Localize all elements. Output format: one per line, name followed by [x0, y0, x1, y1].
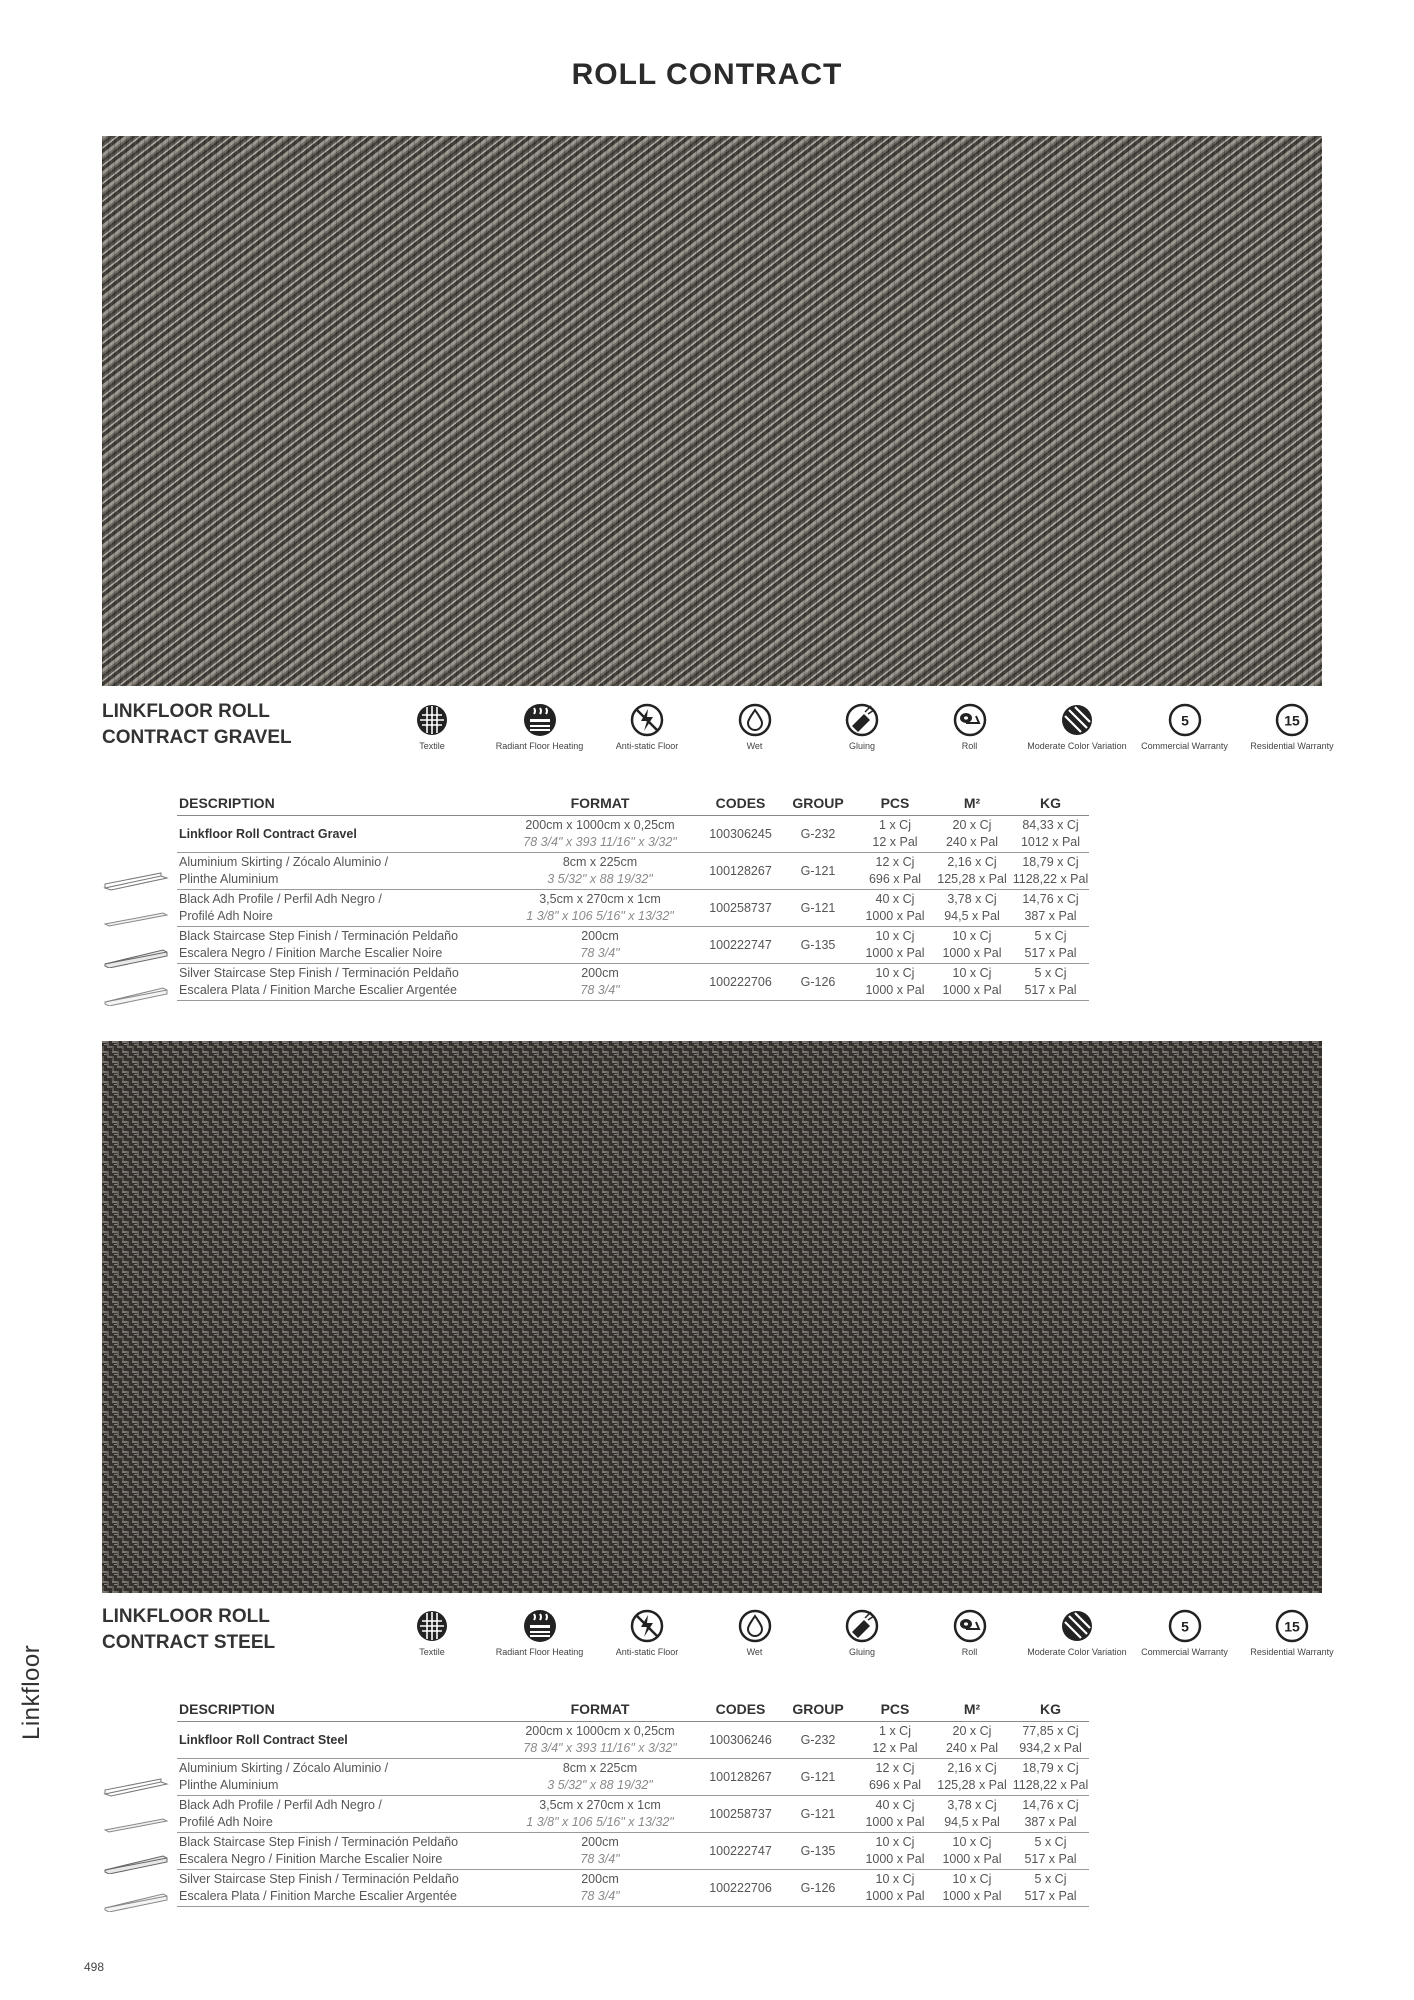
svg-text:15: 15: [1284, 1618, 1300, 1635]
cell-pcs: [858, 1722, 932, 1759]
anti-static-icon: [629, 1608, 665, 1644]
description-line1: Aluminium Skirting / Zócalo Aluminio /: [179, 1761, 389, 1775]
cell-kg-line1: 77,85 x Cj: [1022, 1724, 1079, 1738]
feature-textile: [377, 1608, 487, 1657]
feature-label: Moderate Color Variation: [1027, 741, 1127, 751]
cell-pcs-line1: 12 x Cj: [875, 855, 915, 869]
format-metric: 200cm x 1000cm x 0,25cm: [525, 1724, 675, 1738]
cell-m2: [932, 1833, 1012, 1870]
feature-icons-steel: [400, 1608, 1334, 1688]
table-row: [177, 1796, 1089, 1833]
cell-code: 100222706: [703, 1870, 778, 1907]
cell-description: [177, 1833, 497, 1870]
description-line1: Aluminium Skirting / Zócalo Aluminio /: [179, 855, 389, 869]
cell-m2-line2: 125,28 x Pal: [937, 872, 1007, 886]
cell-m2-line2: 1000 x Pal: [942, 1852, 1002, 1866]
black-staircase-step-icon: [103, 1852, 169, 1874]
description-line1: Black Adh Profile / Perfil Adh Negro /: [179, 1798, 382, 1812]
brand-name: Linkfloor: [18, 1644, 45, 1740]
format-imperial: 1 3/8" x 106 5/16" x 13/32": [526, 909, 674, 923]
description-line2: Plinthe Aluminium: [179, 872, 279, 886]
feature-textile: [377, 702, 487, 751]
description-line2: Profilé Adh Noire: [179, 1815, 273, 1829]
feature-label: Roll: [961, 1647, 978, 1657]
description-line2: Escalera Negro / Finition Marche Escalier Noire: [179, 946, 443, 960]
cell-group: G-232: [778, 1722, 858, 1759]
description-line1: Silver Staircase Step Finish / Terminación Peldaño: [179, 1872, 459, 1886]
feature-anti-static: [592, 702, 702, 751]
cell-pcs-line2: 1000 x Pal: [865, 1815, 925, 1829]
cell-pcs-line1: 1 x Cj: [879, 818, 911, 832]
cell-kg-line1: 14,76 x Cj: [1022, 892, 1079, 906]
table-row: [177, 853, 1089, 890]
feature-icons-gravel: [400, 702, 1334, 782]
product-name-line1: LINKFLOOR ROLL: [102, 1606, 270, 1627]
cell-m2-line2: 125,28 x Pal: [937, 1778, 1007, 1792]
cell-m2-line2: 94,5 x Pal: [944, 1815, 1000, 1829]
cell-kg: [1012, 1870, 1089, 1907]
table-row: [177, 927, 1089, 964]
cell-pcs: [858, 1759, 932, 1796]
format-metric: 200cm: [581, 929, 619, 943]
residential-warranty-icon: [1274, 702, 1310, 738]
cell-m2: [932, 1870, 1012, 1907]
cell-pcs-line2: 1000 x Pal: [865, 909, 925, 923]
header-codes: CODES: [703, 1699, 778, 1722]
cell-pcs-line2: 1000 x Pal: [865, 946, 925, 960]
feature-label: Wet: [746, 741, 763, 751]
cell-kg-line2: 387 x Pal: [1024, 1815, 1077, 1829]
cell-description: [177, 1796, 497, 1833]
feature-label: Textile: [419, 741, 445, 751]
anti-static-icon: [629, 702, 665, 738]
gravel-texture-swatch: [102, 136, 1322, 686]
roll-icon: [952, 702, 988, 738]
cell-group: G-121: [778, 1796, 858, 1833]
cell-pcs-line2: 1000 x Pal: [865, 1889, 925, 1903]
product-name-line1: LINKFLOOR ROLL: [102, 701, 270, 722]
table-row: [177, 1833, 1089, 1870]
header-pcs: PCS: [858, 793, 932, 816]
cell-format: [497, 1759, 703, 1796]
header-description: DESCRIPTION: [177, 1699, 497, 1722]
format-imperial: 78 3/4" x 393 11/16" x 3/32": [523, 835, 677, 849]
cell-pcs-line1: 10 x Cj: [875, 929, 915, 943]
cell-m2-line1: 2,16 x Cj: [947, 855, 997, 869]
cell-kg-line2: 517 x Pal: [1024, 946, 1077, 960]
cell-m2: [932, 964, 1012, 1001]
product-name-line2: CONTRACT GRAVEL: [102, 727, 292, 748]
cell-pcs: [858, 927, 932, 964]
radiant-floor-heating-icon: [522, 702, 558, 738]
table-row: [177, 890, 1089, 927]
cell-format: [497, 927, 703, 964]
feature-label: Gluing: [848, 741, 875, 751]
cell-description: [177, 853, 497, 890]
cell-code: 100222747: [703, 927, 778, 964]
table-row: [177, 816, 1089, 853]
cell-kg-line2: 1012 x Pal: [1020, 835, 1081, 849]
table-row: [177, 1870, 1089, 1907]
feature-residential-warranty: [1237, 702, 1347, 751]
steel-texture-swatch: [102, 1041, 1322, 1593]
black-staircase-step-icon: [103, 946, 169, 968]
cell-code: 100222706: [703, 964, 778, 1001]
cell-code: 100306245: [703, 816, 778, 853]
feature-color-variation: [1022, 702, 1132, 751]
cell-description: [177, 927, 497, 964]
cell-m2-line2: 94,5 x Pal: [944, 909, 1000, 923]
cell-kg-line2: 1128,22 x Pal: [1012, 872, 1089, 886]
cell-m2: [932, 1759, 1012, 1796]
table-row: [177, 964, 1089, 1001]
cell-group: G-232: [778, 816, 858, 853]
cell-code: 100128267: [703, 1759, 778, 1796]
description-line1: Silver Staircase Step Finish / Terminación Peldaño: [179, 966, 459, 980]
feature-label: Moderate Color Variation: [1027, 1647, 1127, 1657]
feature-wet: [700, 1608, 810, 1657]
cell-m2-line1: 10 x Cj: [952, 1835, 992, 1849]
format-metric: 3,5cm x 270cm x 1cm: [539, 892, 661, 906]
format-metric: 8cm x 225cm: [562, 1761, 638, 1775]
aluminium-skirting-icon: [103, 1776, 169, 1798]
residential-warranty-icon: [1274, 1608, 1310, 1644]
cell-group: G-126: [778, 1870, 858, 1907]
cell-format: [497, 1796, 703, 1833]
gluing-icon: [844, 1608, 880, 1644]
format-metric: 3,5cm x 270cm x 1cm: [539, 1798, 661, 1812]
cell-pcs-line2: 696 x Pal: [868, 1778, 922, 1792]
header-kg: KG: [1012, 1699, 1089, 1722]
cell-format: [497, 1870, 703, 1907]
cell-m2: [932, 1722, 1012, 1759]
description-line1: Black Adh Profile / Perfil Adh Negro /: [179, 892, 382, 906]
feature-label: Gluing: [848, 1647, 875, 1657]
cell-m2-line1: 10 x Cj: [952, 1872, 992, 1886]
cell-kg: [1012, 1833, 1089, 1870]
feature-label: Roll: [961, 741, 978, 751]
cell-group: G-135: [778, 1833, 858, 1870]
radiant-floor-heating-icon: [522, 1608, 558, 1644]
cell-m2: [932, 1796, 1012, 1833]
spec-table-steel: [177, 1699, 1089, 1907]
cell-description: [177, 964, 497, 1001]
cell-pcs-line2: 12 x Pal: [872, 835, 918, 849]
feature-label: Commercial Warranty: [1141, 741, 1228, 751]
description-line1: Black Staircase Step Finish / Terminación Peldaño: [179, 1835, 459, 1849]
header-group: GROUP: [778, 1699, 858, 1722]
format-imperial: 3 5/32" x 88 19/32": [547, 1778, 653, 1792]
cell-kg-line2: 1128,22 x Pal: [1012, 1778, 1089, 1792]
cell-kg-line2: 517 x Pal: [1024, 983, 1077, 997]
feature-label: Residential Warranty: [1250, 1647, 1334, 1657]
feature-color-variation: [1022, 1608, 1132, 1657]
cell-kg-line1: 18,79 x Cj: [1022, 1761, 1079, 1775]
cell-m2-line1: 20 x Cj: [952, 818, 992, 832]
header-m2: M²: [932, 1699, 1012, 1722]
cell-kg-line1: 14,76 x Cj: [1022, 1798, 1079, 1812]
cell-kg: [1012, 1796, 1089, 1833]
cell-pcs: [858, 853, 932, 890]
header-format: FORMAT: [497, 1699, 703, 1722]
format-imperial: 1 3/8" x 106 5/16" x 13/32": [526, 1815, 674, 1829]
format-metric: 200cm: [581, 966, 619, 980]
feature-label: Wet: [746, 1647, 763, 1657]
cell-pcs-line2: 696 x Pal: [868, 872, 922, 886]
cell-m2-line2: 1000 x Pal: [942, 946, 1002, 960]
cell-m2-line1: 10 x Cj: [952, 929, 992, 943]
commercial-warranty-icon: [1167, 1608, 1203, 1644]
header-m2: M²: [932, 793, 1012, 816]
table-row: [177, 1759, 1089, 1796]
cell-kg: [1012, 1759, 1089, 1796]
cell-kg: [1012, 964, 1089, 1001]
wet-icon: [737, 702, 773, 738]
svg-text:15: 15: [1284, 712, 1300, 729]
gluing-icon: [844, 702, 880, 738]
table-row: [177, 1722, 1089, 1759]
cell-pcs-line1: 12 x Cj: [875, 1761, 915, 1775]
cell-m2-line1: 2,16 x Cj: [947, 1761, 997, 1775]
cell-kg-line1: 5 x Cj: [1034, 966, 1067, 980]
svg-text:5: 5: [1180, 1618, 1189, 1635]
cell-pcs-line2: 12 x Pal: [872, 1741, 918, 1755]
header-codes: CODES: [703, 793, 778, 816]
format-imperial: 78 3/4": [580, 946, 620, 960]
cell-pcs: [858, 890, 932, 927]
cell-code: 100128267: [703, 853, 778, 890]
wet-icon: [737, 1608, 773, 1644]
description-text: Linkfloor Roll Contract Gravel: [179, 826, 357, 841]
feature-commercial-warranty: [1130, 1608, 1240, 1657]
cell-m2-line2: 240 x Pal: [945, 1741, 999, 1755]
cell-kg-line1: 18,79 x Cj: [1022, 855, 1079, 869]
cell-kg: [1012, 1722, 1089, 1759]
cell-code: 100306246: [703, 1722, 778, 1759]
cell-pcs: [858, 1870, 932, 1907]
cell-kg: [1012, 816, 1089, 853]
cell-group: G-135: [778, 927, 858, 964]
format-metric: 200cm: [581, 1835, 619, 1849]
cell-pcs-line2: 1000 x Pal: [865, 983, 925, 997]
cell-m2-line1: 10 x Cj: [952, 966, 992, 980]
silver-staircase-step-icon: [103, 984, 169, 1006]
commercial-warranty-icon: [1167, 702, 1203, 738]
feature-label: Textile: [419, 1647, 445, 1657]
description-text: Linkfloor Roll Contract Steel: [179, 1732, 348, 1747]
cell-kg-line1: 5 x Cj: [1034, 1872, 1067, 1886]
cell-kg-line2: 934,2 x Pal: [1019, 1741, 1082, 1755]
cell-kg-line1: 84,33 x Cj: [1022, 818, 1079, 832]
feature-commercial-warranty: [1130, 702, 1240, 751]
cell-m2: [932, 816, 1012, 853]
header-kg: KG: [1012, 793, 1089, 816]
cell-code: 100258737: [703, 890, 778, 927]
cell-pcs-line1: 40 x Cj: [875, 1798, 915, 1812]
cell-m2-line1: 20 x Cj: [952, 1724, 992, 1738]
cell-code: 100222747: [703, 1833, 778, 1870]
cell-pcs-line1: 1 x Cj: [879, 1724, 911, 1738]
cell-kg-line2: 517 x Pal: [1024, 1889, 1077, 1903]
black-adh-profile-icon: [103, 908, 169, 930]
cell-m2: [932, 927, 1012, 964]
silver-staircase-step-icon: [103, 1890, 169, 1912]
format-imperial: 78 3/4" x 393 11/16" x 3/32": [523, 1741, 677, 1755]
product-name-line2: CONTRACT STEEL: [102, 1632, 276, 1653]
cell-kg-line2: 517 x Pal: [1024, 1852, 1077, 1866]
textile-icon: [414, 702, 450, 738]
cell-pcs-line2: 1000 x Pal: [865, 1852, 925, 1866]
description-line2: Profilé Adh Noire: [179, 909, 273, 923]
cell-format: [497, 853, 703, 890]
cell-format: [497, 816, 703, 853]
aluminium-skirting-icon: [103, 870, 169, 892]
header-description: DESCRIPTION: [177, 793, 497, 816]
cell-m2: [932, 890, 1012, 927]
cell-group: G-121: [778, 1759, 858, 1796]
description-line2: Escalera Negro / Finition Marche Escalier Noire: [179, 1852, 443, 1866]
format-metric: 200cm: [581, 1872, 619, 1886]
cell-kg: [1012, 853, 1089, 890]
product-name-steel: [102, 1604, 362, 1656]
cell-m2: [932, 853, 1012, 890]
textile-icon: [414, 1608, 450, 1644]
feature-radiant-floor-heating: [485, 1608, 595, 1657]
cell-description: [177, 1759, 497, 1796]
cell-m2-line2: 1000 x Pal: [942, 983, 1002, 997]
header-group: GROUP: [778, 793, 858, 816]
feature-anti-static: [592, 1608, 702, 1657]
format-metric: 200cm x 1000cm x 0,25cm: [525, 818, 675, 832]
black-adh-profile-icon: [103, 1814, 169, 1836]
format-imperial: 78 3/4": [580, 983, 620, 997]
description-line2: Escalera Plata / Finition Marche Escalier Argentée: [179, 1889, 457, 1903]
description-line2: Escalera Plata / Finition Marche Escalier Argentée: [179, 983, 457, 997]
cell-description: [177, 890, 497, 927]
description-line1: Black Staircase Step Finish / Terminación Peldaño: [179, 929, 459, 943]
cell-pcs-line1: 10 x Cj: [875, 966, 915, 980]
cell-code: 100258737: [703, 1796, 778, 1833]
cell-m2-line1: 3,78 x Cj: [947, 892, 997, 906]
cell-m2-line1: 3,78 x Cj: [947, 1798, 997, 1812]
feature-residential-warranty: [1237, 1608, 1347, 1657]
feature-label: Anti-static Floor: [615, 1647, 679, 1657]
cell-pcs-line1: 40 x Cj: [875, 892, 915, 906]
cell-pcs: [858, 816, 932, 853]
cell-pcs: [858, 1796, 932, 1833]
page-number: 498: [84, 1960, 105, 1974]
format-imperial: 3 5/32" x 88 19/32": [547, 872, 653, 886]
cell-format: [497, 890, 703, 927]
feature-label: Radiant Floor Heating: [495, 1647, 584, 1657]
cell-group: G-121: [778, 853, 858, 890]
format-imperial: 78 3/4": [580, 1852, 620, 1866]
svg-text:5: 5: [1180, 712, 1189, 729]
format-imperial: 78 3/4": [580, 1889, 620, 1903]
cell-kg: [1012, 927, 1089, 964]
feature-label: Commercial Warranty: [1141, 1647, 1228, 1657]
feature-label: Radiant Floor Heating: [495, 741, 584, 751]
cell-kg-line1: 5 x Cj: [1034, 1835, 1067, 1849]
cell-pcs: [858, 964, 932, 1001]
cell-pcs: [858, 1833, 932, 1870]
feature-roll: [915, 702, 1025, 751]
feature-radiant-floor-heating: [485, 702, 595, 751]
page-title: ROLL CONTRACT: [571, 58, 843, 91]
cell-format: [497, 1833, 703, 1870]
cell-description: [177, 1870, 497, 1907]
roll-icon: [952, 1608, 988, 1644]
cell-pcs-line1: 10 x Cj: [875, 1835, 915, 1849]
feature-wet: [700, 702, 810, 751]
cell-group: G-126: [778, 964, 858, 1001]
feature-label: Residential Warranty: [1250, 741, 1334, 751]
cell-kg-line1: 5 x Cj: [1034, 929, 1067, 943]
cell-pcs-line1: 10 x Cj: [875, 1872, 915, 1886]
cell-description: [177, 816, 497, 853]
spec-table-gravel: [177, 793, 1089, 1001]
cell-description: [177, 1722, 497, 1759]
color-variation-icon: [1059, 702, 1095, 738]
product-name-gravel: [102, 699, 362, 751]
feature-roll: [915, 1608, 1025, 1657]
header-format: FORMAT: [497, 793, 703, 816]
feature-gluing: [807, 702, 917, 751]
cell-m2-line2: 1000 x Pal: [942, 1889, 1002, 1903]
color-variation-icon: [1059, 1608, 1095, 1644]
cell-kg: [1012, 890, 1089, 927]
description-line2: Plinthe Aluminium: [179, 1778, 279, 1792]
cell-kg-line2: 387 x Pal: [1024, 909, 1077, 923]
cell-group: G-121: [778, 890, 858, 927]
cell-format: [497, 964, 703, 1001]
cell-format: [497, 1722, 703, 1759]
format-metric: 8cm x 225cm: [562, 855, 638, 869]
feature-gluing: [807, 1608, 917, 1657]
cell-m2-line2: 240 x Pal: [945, 835, 999, 849]
header-pcs: PCS: [858, 1699, 932, 1722]
feature-label: Anti-static Floor: [615, 741, 679, 751]
